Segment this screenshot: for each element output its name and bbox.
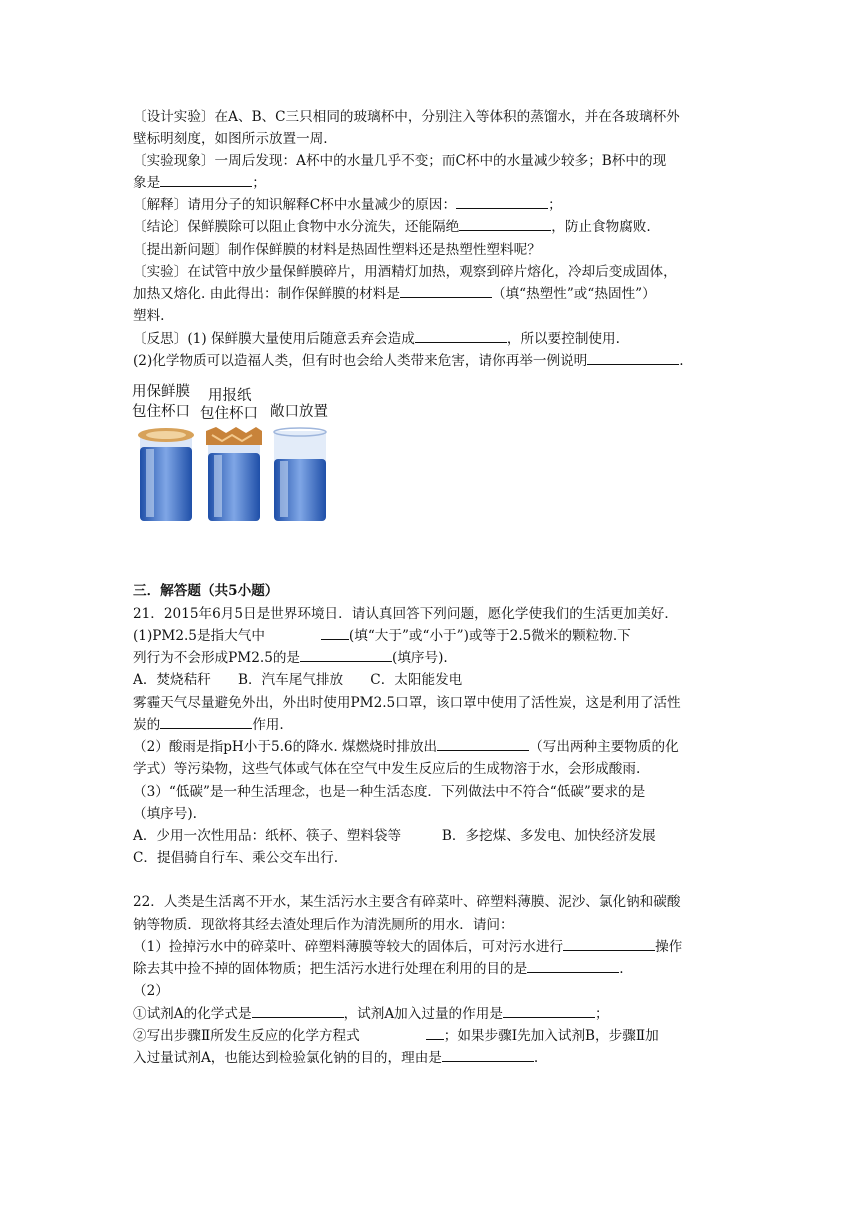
answer-blank[interactable] bbox=[321, 625, 349, 640]
text-line: A．少用一次性用品：纸杯、筷子、塑料袋等 B．多挖煤、多发电、加快经济发展 bbox=[133, 828, 656, 844]
text-fragment: ，所以要控制使用. bbox=[506, 331, 620, 347]
text-fragment: (2)化学物质可以造福人类，但有时也会给人类带来危害，请你再举一例说明 bbox=[133, 353, 588, 369]
answer-blank[interactable] bbox=[437, 736, 529, 751]
text-fragment: 除去其中捡不掉的固体物质；把生活污水进行处理在利用的目的是 bbox=[133, 961, 528, 977]
answer-blank[interactable] bbox=[459, 216, 551, 231]
text-line: （3）“低碳”是一种生活理念，也是一种生活态度．下列做法中不符合“低碳”要求的是 bbox=[133, 784, 646, 800]
answer-blank[interactable] bbox=[400, 283, 492, 298]
text-fragment: (填“大于”或“小于”)或等于2.5微米的颗粒物.下 bbox=[348, 628, 631, 644]
text-line: 〔设计实验〕在A、B、C三只相同的玻璃杯中，分别注入等体积的蒸馏水，并在各玻璃杯外 bbox=[133, 109, 680, 125]
answer-blank[interactable] bbox=[527, 958, 619, 973]
text-fragment: ； bbox=[548, 197, 562, 213]
text-fragment: ，防止食物腐败. bbox=[551, 219, 651, 235]
text-line bbox=[133, 1003, 733, 1025]
answer-blank[interactable] bbox=[415, 328, 507, 343]
text-line: 塑料. bbox=[133, 308, 165, 324]
answer-blank[interactable] bbox=[503, 1003, 595, 1018]
text-line: 钠等物质．现欲将其经去渣处理后作为清洗厕所的用水．请问： bbox=[133, 917, 514, 933]
text-fragment: 加热又熔化. 由此得出：制作保鲜膜的材料是 bbox=[133, 286, 400, 302]
text-line: 〔实验现象〕一周后发现：A杯中的水量几乎不变；而C杯中的水量减少较多；B杯中的现 bbox=[133, 153, 667, 169]
text-fragment: （1）捡掉污水中的碎菜叶、碎塑料薄膜等较大的固体后，可对污水进行 bbox=[133, 939, 564, 955]
text-line: 学式）等污染物，这些气体或气体在空气中发生反应后的生成物溶于水，会形成酸雨. bbox=[133, 761, 641, 777]
text-fragment: 入过量试剂A，也能达到检验氯化钠的目的，理由是 bbox=[133, 1050, 442, 1066]
text-fragment: 操作 bbox=[655, 939, 683, 955]
text-line: 〔提出新问题〕制作保鲜膜的材料是热固性塑料还是热塑性塑料呢？ bbox=[133, 242, 541, 258]
answer-blank[interactable] bbox=[252, 1003, 344, 1018]
text-line bbox=[133, 283, 733, 305]
text-fragment: ，试剂A加入过量的作用是 bbox=[343, 1006, 503, 1022]
text-fragment: （2）酸雨是指pH小于5.6的降水. 煤燃烧时排放出 bbox=[133, 739, 438, 755]
text-fragment: 作用. bbox=[252, 717, 284, 733]
glass-c-image bbox=[272, 427, 328, 523]
answer-blank[interactable] bbox=[587, 350, 679, 365]
text-line bbox=[133, 216, 733, 238]
glass-a-label-line1: 用保鲜膜 bbox=[132, 384, 190, 400]
text-line bbox=[133, 194, 733, 216]
text-fragment: （填“热塑性”或“热固性”） bbox=[491, 286, 656, 302]
text-line: C．提倡骑自行车、乘公交车出行. bbox=[133, 850, 339, 866]
text-fragment: . bbox=[679, 353, 684, 369]
text-fragment: 炭的 bbox=[133, 717, 161, 733]
text-fragment: (填序号). bbox=[392, 650, 448, 666]
text-fragment: ①试剂A的化学式是 bbox=[133, 1006, 252, 1022]
text-line: 21．2015年6月5日是世界环境日．请认真回答下列问题，愿化学使我们的生活更加美好． bbox=[133, 606, 678, 622]
text-fragment: . bbox=[619, 961, 624, 977]
answer-blank[interactable] bbox=[563, 936, 655, 951]
text-line bbox=[133, 172, 733, 194]
text-line bbox=[133, 1025, 733, 1047]
glass-b-label-line1: 用报纸 bbox=[208, 388, 252, 404]
text-fragment: 列行为不会形成PM2.5的是 bbox=[133, 650, 301, 666]
text-line: 雾霾天气尽量避免外出，外出时使用PM2.5口罩，该口罩中使用了活性炭，这是利用了活性 bbox=[133, 695, 681, 711]
glass-a-image bbox=[138, 427, 194, 523]
text-line: （填序号). bbox=[133, 806, 197, 822]
text-fragment: 象是 bbox=[133, 175, 161, 191]
text-line: 壁标明刻度，如图所示放置一周. bbox=[133, 131, 328, 147]
text-fragment: 〔解释〕请用分子的知识解释C杯中水量减少的原因： bbox=[133, 197, 457, 213]
answer-blank[interactable] bbox=[426, 1025, 444, 1040]
text-line bbox=[133, 936, 733, 958]
text-fragment: 〔结论〕保鲜膜除可以阻止食物中水分流失，还能隔绝 bbox=[133, 219, 460, 235]
text-line bbox=[133, 350, 733, 372]
glass-a-label-line2: 包住杯口 bbox=[132, 404, 190, 420]
text-line bbox=[133, 1047, 733, 1069]
text-fragment: 〔反思〕(1) 保鲜膜大量使用后随意丢弃会造成 bbox=[133, 331, 415, 347]
text-line bbox=[133, 647, 733, 669]
text-line: 22．人类是生活离不开水，某生活污水主要含有碎菜叶、碎塑料薄膜、泥沙、氯化钠和碳酸 bbox=[133, 894, 681, 910]
text-line bbox=[133, 714, 733, 736]
text-fragment: ； bbox=[252, 175, 266, 191]
glass-b-label-line2: 包住杯口 bbox=[200, 406, 258, 422]
text-fragment: ；如果步骤Ⅰ先加入试剂B，步骤Ⅱ加 bbox=[443, 1028, 659, 1044]
answer-blank[interactable] bbox=[456, 194, 548, 209]
text-fragment: . bbox=[533, 1050, 539, 1066]
answer-blank[interactable] bbox=[160, 172, 252, 187]
three-glasses-figure bbox=[130, 383, 340, 523]
text-line bbox=[133, 736, 733, 758]
text-fragment: （写出两种主要物质的化 bbox=[529, 739, 679, 755]
section-title: 三．解答题（共5小题） bbox=[133, 583, 279, 599]
text-fragment: ②写出步骤Ⅱ所发生反应的化学方程式 bbox=[133, 1028, 360, 1044]
text-line bbox=[133, 625, 733, 647]
text-fragment: ； bbox=[594, 1006, 609, 1022]
text-line: （2） bbox=[133, 983, 169, 999]
answer-blank[interactable] bbox=[300, 647, 392, 662]
text-line: A．焚烧秸秆 B．汽车尾气排放 C．太阳能发电 bbox=[133, 672, 463, 688]
glass-b-image bbox=[206, 427, 262, 523]
text-line bbox=[133, 958, 733, 980]
answer-blank[interactable] bbox=[160, 714, 252, 729]
text-fragment: (1)PM2.5是指大气中 bbox=[133, 628, 265, 644]
text-line bbox=[133, 328, 733, 350]
text-line: 〔实验〕在试管中放少量保鲜膜碎片，用酒精灯加热，观察到碎片熔化，冷却后变成固体， bbox=[133, 264, 677, 280]
answer-blank[interactable] bbox=[442, 1047, 534, 1062]
glass-c-label: 敞口放置 bbox=[270, 404, 328, 420]
